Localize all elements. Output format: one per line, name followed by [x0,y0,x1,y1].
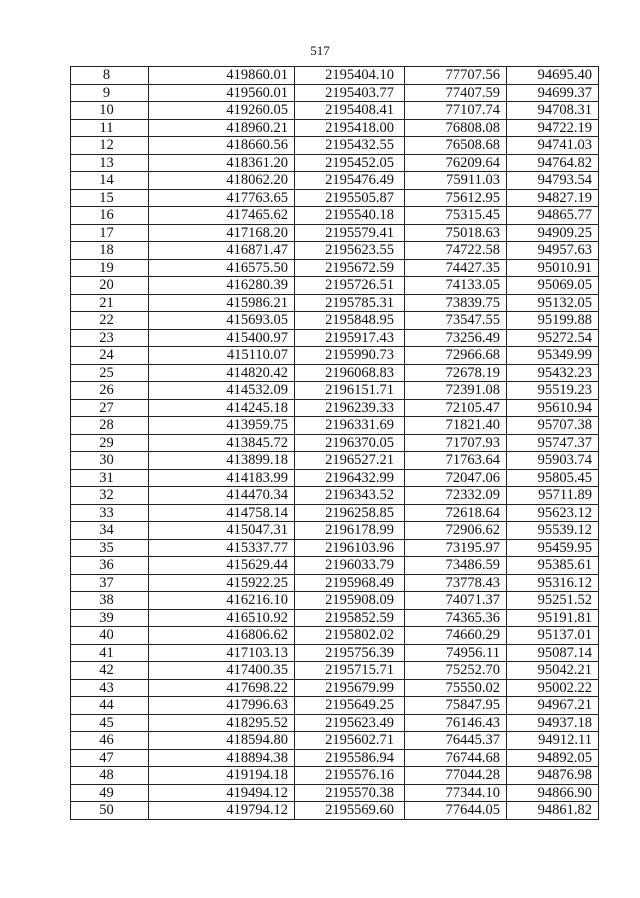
y-coordinate-cell: 2195602.71 [295,732,405,750]
x-coordinate-cell: 418594.80 [149,732,295,750]
easting-cell: 74956.11 [405,644,507,662]
x-coordinate-cell: 416575.50 [149,259,295,277]
x-coordinate-cell: 419560.01 [149,84,295,102]
x-coordinate-cell: 416806.62 [149,627,295,645]
table-row [71,207,599,225]
y-coordinate-cell: 2195576.16 [295,767,405,785]
point-number-cell: 15 [71,189,149,207]
northing-cell: 95191.81 [507,609,599,627]
x-coordinate-cell: 417103.13 [149,644,295,662]
northing-cell: 95459.95 [507,539,599,557]
easting-cell: 72618.64 [405,504,507,522]
x-coordinate-cell: 415629.44 [149,557,295,575]
northing-cell: 95903.74 [507,452,599,470]
easting-cell: 75550.02 [405,679,507,697]
table-row [71,609,599,627]
x-coordinate-cell: 414532.09 [149,382,295,400]
y-coordinate-cell: 2195540.18 [295,207,405,225]
y-coordinate-cell: 2196239.33 [295,399,405,417]
point-number-cell: 29 [71,434,149,452]
point-number-cell: 27 [71,399,149,417]
northing-cell: 94866.90 [507,784,599,802]
y-coordinate-cell: 2195990.73 [295,347,405,365]
easting-cell: 76508.68 [405,137,507,155]
easting-cell: 75911.03 [405,172,507,190]
point-number-cell: 12 [71,137,149,155]
y-coordinate-cell: 2196103.96 [295,539,405,557]
point-number-cell: 33 [71,504,149,522]
point-number-cell: 30 [71,452,149,470]
easting-cell: 75315.45 [405,207,507,225]
northing-cell: 94861.82 [507,802,599,820]
x-coordinate-cell: 414183.99 [149,469,295,487]
easting-cell: 77644.05 [405,802,507,820]
northing-cell: 95069.05 [507,277,599,295]
table-row [71,557,599,575]
easting-cell: 73195.97 [405,539,507,557]
y-coordinate-cell: 2195802.02 [295,627,405,645]
northing-cell: 94957.63 [507,242,599,260]
table-row [71,662,599,680]
x-coordinate-cell: 415110.07 [149,347,295,365]
table-row [71,347,599,365]
point-number-cell: 8 [71,67,149,85]
easting-cell: 72391.08 [405,382,507,400]
easting-cell: 76445.37 [405,732,507,750]
y-coordinate-cell: 2195418.00 [295,119,405,137]
northing-cell: 95747.37 [507,434,599,452]
northing-cell: 94741.03 [507,137,599,155]
y-coordinate-cell: 2195917.43 [295,329,405,347]
y-coordinate-cell: 2196527.21 [295,452,405,470]
table-row [71,434,599,452]
northing-cell: 94793.54 [507,172,599,190]
easting-cell: 77044.28 [405,767,507,785]
northing-cell: 95707.38 [507,417,599,435]
table-row [71,574,599,592]
easting-cell: 71707.93 [405,434,507,452]
y-coordinate-cell: 2195408.41 [295,102,405,120]
x-coordinate-cell: 417168.20 [149,224,295,242]
easting-cell: 73256.49 [405,329,507,347]
y-coordinate-cell: 2195579.41 [295,224,405,242]
table-row [71,364,599,382]
y-coordinate-cell: 2196178.99 [295,522,405,540]
point-number-cell: 36 [71,557,149,575]
northing-cell: 94865.77 [507,207,599,225]
northing-cell: 95199.88 [507,312,599,330]
northing-cell: 95251.52 [507,592,599,610]
x-coordinate-cell: 415337.77 [149,539,295,557]
y-coordinate-cell: 2195623.49 [295,714,405,732]
northing-cell: 94912.11 [507,732,599,750]
table-row [71,154,599,172]
point-number-cell: 11 [71,119,149,137]
y-coordinate-cell: 2195476.49 [295,172,405,190]
easting-cell: 75018.63 [405,224,507,242]
table-row [71,469,599,487]
easting-cell: 76744.68 [405,749,507,767]
x-coordinate-cell: 416216.10 [149,592,295,610]
point-number-cell: 28 [71,417,149,435]
point-number-cell: 24 [71,347,149,365]
y-coordinate-cell: 2195785.31 [295,294,405,312]
table-row [71,802,599,820]
easting-cell: 74133.05 [405,277,507,295]
table-row [71,102,599,120]
point-number-cell: 9 [71,84,149,102]
northing-cell: 95087.14 [507,644,599,662]
y-coordinate-cell: 2195908.09 [295,592,405,610]
x-coordinate-cell: 418361.20 [149,154,295,172]
point-number-cell: 10 [71,102,149,120]
x-coordinate-cell: 416510.92 [149,609,295,627]
point-number-cell: 22 [71,312,149,330]
easting-cell: 71821.40 [405,417,507,435]
point-number-cell: 38 [71,592,149,610]
point-number-cell: 25 [71,364,149,382]
table-row [71,732,599,750]
y-coordinate-cell: 2196343.52 [295,487,405,505]
easting-cell: 74365.36 [405,609,507,627]
table-row [71,294,599,312]
easting-cell: 73486.59 [405,557,507,575]
x-coordinate-cell: 417465.62 [149,207,295,225]
easting-cell: 74722.58 [405,242,507,260]
northing-cell: 95623.12 [507,504,599,522]
x-coordinate-cell: 415400.97 [149,329,295,347]
table-row [71,259,599,277]
y-coordinate-cell: 2196432.99 [295,469,405,487]
easting-cell: 76146.43 [405,714,507,732]
y-coordinate-cell: 2195586.94 [295,749,405,767]
point-number-cell: 17 [71,224,149,242]
y-coordinate-cell: 2195569.60 [295,802,405,820]
x-coordinate-cell: 418660.56 [149,137,295,155]
easting-cell: 72105.47 [405,399,507,417]
table-row [71,627,599,645]
table-row [71,137,599,155]
y-coordinate-cell: 2195672.59 [295,259,405,277]
y-coordinate-cell: 2195726.51 [295,277,405,295]
northing-cell: 95539.12 [507,522,599,540]
table-row [71,522,599,540]
table-row [71,697,599,715]
x-coordinate-cell: 419794.12 [149,802,295,820]
y-coordinate-cell: 2195679.99 [295,679,405,697]
point-number-cell: 39 [71,609,149,627]
point-number-cell: 23 [71,329,149,347]
northing-cell: 94722.19 [507,119,599,137]
x-coordinate-cell: 416871.47 [149,242,295,260]
point-number-cell: 34 [71,522,149,540]
table-row [71,749,599,767]
northing-cell: 95042.21 [507,662,599,680]
easting-cell: 71763.64 [405,452,507,470]
point-number-cell: 13 [71,154,149,172]
northing-cell: 94937.18 [507,714,599,732]
easting-cell: 77407.59 [405,84,507,102]
table-row [71,714,599,732]
x-coordinate-cell: 415986.21 [149,294,295,312]
northing-cell: 95316.12 [507,574,599,592]
x-coordinate-cell: 416280.39 [149,277,295,295]
point-number-cell: 48 [71,767,149,785]
easting-cell: 72906.62 [405,522,507,540]
easting-cell: 73839.75 [405,294,507,312]
table-row [71,277,599,295]
northing-cell: 94909.25 [507,224,599,242]
northing-cell: 94699.37 [507,84,599,102]
table-row [71,119,599,137]
easting-cell: 74660.29 [405,627,507,645]
x-coordinate-cell: 419860.01 [149,67,295,85]
point-number-cell: 35 [71,539,149,557]
northing-cell: 95137.01 [507,627,599,645]
table-row [71,452,599,470]
point-number-cell: 42 [71,662,149,680]
northing-cell: 95432.23 [507,364,599,382]
table-row [71,224,599,242]
x-coordinate-cell: 415047.31 [149,522,295,540]
point-number-cell: 46 [71,732,149,750]
easting-cell: 72966.68 [405,347,507,365]
northing-cell: 94967.21 [507,697,599,715]
northing-cell: 95272.54 [507,329,599,347]
x-coordinate-cell: 415693.05 [149,312,295,330]
easting-cell: 72678.19 [405,364,507,382]
northing-cell: 95805.45 [507,469,599,487]
point-number-cell: 44 [71,697,149,715]
easting-cell: 75252.70 [405,662,507,680]
x-coordinate-cell: 418062.20 [149,172,295,190]
table-row [71,84,599,102]
easting-cell: 77344.10 [405,784,507,802]
point-number-cell: 41 [71,644,149,662]
northing-cell: 95349.99 [507,347,599,365]
point-number-cell: 21 [71,294,149,312]
northing-cell: 94892.05 [507,749,599,767]
northing-cell: 94708.31 [507,102,599,120]
x-coordinate-cell: 419194.18 [149,767,295,785]
point-number-cell: 14 [71,172,149,190]
table-row [71,784,599,802]
x-coordinate-cell: 417996.63 [149,697,295,715]
table-row [71,172,599,190]
x-coordinate-cell: 413959.75 [149,417,295,435]
point-number-cell: 20 [71,277,149,295]
easting-cell: 76209.64 [405,154,507,172]
northing-cell: 95002.22 [507,679,599,697]
point-number-cell: 45 [71,714,149,732]
y-coordinate-cell: 2195852.59 [295,609,405,627]
point-number-cell: 18 [71,242,149,260]
x-coordinate-cell: 418295.52 [149,714,295,732]
y-coordinate-cell: 2195432.55 [295,137,405,155]
x-coordinate-cell: 414245.18 [149,399,295,417]
table-row [71,539,599,557]
y-coordinate-cell: 2196331.69 [295,417,405,435]
easting-cell: 74071.37 [405,592,507,610]
point-number-cell: 50 [71,802,149,820]
easting-cell: 75847.95 [405,697,507,715]
y-coordinate-cell: 2196033.79 [295,557,405,575]
y-coordinate-cell: 2195570.38 [295,784,405,802]
easting-cell: 73547.55 [405,312,507,330]
x-coordinate-cell: 418960.21 [149,119,295,137]
x-coordinate-cell: 419260.05 [149,102,295,120]
x-coordinate-cell: 414820.42 [149,364,295,382]
x-coordinate-cell: 417698.22 [149,679,295,697]
northing-cell: 95711.89 [507,487,599,505]
table-row [71,189,599,207]
y-coordinate-cell: 2195715.71 [295,662,405,680]
northing-cell: 95610.94 [507,399,599,417]
easting-cell: 72332.09 [405,487,507,505]
easting-cell: 77707.56 [405,67,507,85]
table-row [71,382,599,400]
easting-cell: 72047.06 [405,469,507,487]
x-coordinate-cell: 417763.65 [149,189,295,207]
x-coordinate-cell: 417400.35 [149,662,295,680]
y-coordinate-cell: 2196370.05 [295,434,405,452]
coordinate-table-body [71,67,599,820]
x-coordinate-cell: 413899.18 [149,452,295,470]
point-number-cell: 19 [71,259,149,277]
table-row [71,67,599,85]
x-coordinate-cell: 414758.14 [149,504,295,522]
point-number-cell: 31 [71,469,149,487]
y-coordinate-cell: 2195848.95 [295,312,405,330]
x-coordinate-cell: 414470.34 [149,487,295,505]
easting-cell: 76808.08 [405,119,507,137]
northing-cell: 94695.40 [507,67,599,85]
point-number-cell: 49 [71,784,149,802]
northing-cell: 95010.91 [507,259,599,277]
table-row [71,417,599,435]
point-number-cell: 37 [71,574,149,592]
page-number: 517 [310,43,330,58]
y-coordinate-cell: 2195404.10 [295,67,405,85]
table-row [71,592,599,610]
point-number-cell: 32 [71,487,149,505]
table-row [71,329,599,347]
y-coordinate-cell: 2195756.39 [295,644,405,662]
northing-cell: 94827.19 [507,189,599,207]
y-coordinate-cell: 2195623.55 [295,242,405,260]
table-row [71,644,599,662]
easting-cell: 74427.35 [405,259,507,277]
table-row [71,504,599,522]
y-coordinate-cell: 2195649.25 [295,697,405,715]
table-row [71,242,599,260]
x-coordinate-cell: 419494.12 [149,784,295,802]
northing-cell: 95385.61 [507,557,599,575]
table-row [71,679,599,697]
coordinate-table [70,66,599,820]
point-number-cell: 26 [71,382,149,400]
point-number-cell: 16 [71,207,149,225]
northing-cell: 95132.05 [507,294,599,312]
point-number-cell: 43 [71,679,149,697]
y-coordinate-cell: 2195968.49 [295,574,405,592]
point-number-cell: 47 [71,749,149,767]
y-coordinate-cell: 2196258.85 [295,504,405,522]
easting-cell: 75612.95 [405,189,507,207]
easting-cell: 77107.74 [405,102,507,120]
easting-cell: 73778.43 [405,574,507,592]
x-coordinate-cell: 413845.72 [149,434,295,452]
table-row [71,487,599,505]
table-row [71,312,599,330]
y-coordinate-cell: 2196151.71 [295,382,405,400]
x-coordinate-cell: 418894.38 [149,749,295,767]
point-number-cell: 40 [71,627,149,645]
y-coordinate-cell: 2195452.05 [295,154,405,172]
y-coordinate-cell: 2195505.87 [295,189,405,207]
y-coordinate-cell: 2195403.77 [295,84,405,102]
x-coordinate-cell: 415922.25 [149,574,295,592]
northing-cell: 95519.23 [507,382,599,400]
table-row [71,399,599,417]
northing-cell: 94764.82 [507,154,599,172]
y-coordinate-cell: 2196068.83 [295,364,405,382]
table-row [71,767,599,785]
northing-cell: 94876.98 [507,767,599,785]
